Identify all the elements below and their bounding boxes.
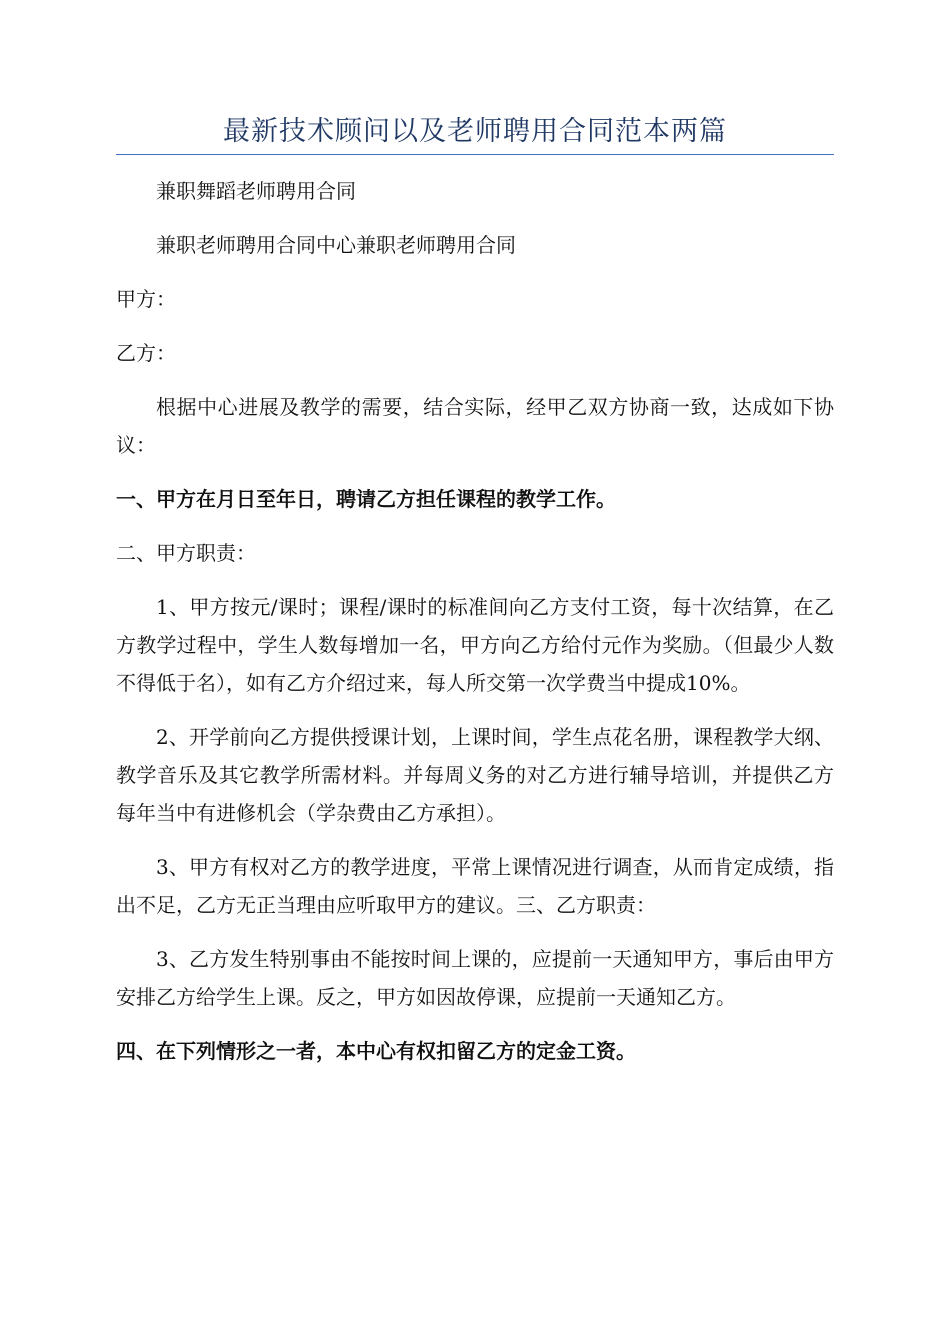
paragraph-subtitle-center: 兼职老师聘用合同中心兼职老师聘用合同 bbox=[156, 233, 516, 257]
paragraph-preamble: 根据中心进展及教学的需要，结合实际，经甲乙双方协商一致，达成如下协议： bbox=[116, 395, 834, 457]
paragraph-clause-1: 1、甲方按元/课时；课程/课时的标准间向乙方支付工资，每十次结算，在乙方教学过程中，学生人数每增加一名，甲方向乙方给付元作为奖励。（但最少人数不得低于名），如有乙方介绍过来，每人所交第一次学费当中提成10%。 bbox=[116, 595, 834, 695]
paragraph-clause-3: 3、甲方有权对乙方的教学进度，平常上课情况进行调查，从而肯定成绩，指出不足，乙方无正当理由应听取甲方的建议。三、乙方职责： bbox=[116, 855, 834, 917]
paragraph-clause-2: 2、开学前向乙方提供授课计划，上课时间，学生点花名册，课程教学大纲、教学音乐及其它教学所需材料。并每周义务的对乙方进行辅导培训，并提供乙方每年当中有进修机会（学杂费由乙方承担）。 bbox=[116, 725, 834, 825]
document-title: 最新技术顾问以及老师聘用合同范本两篇 bbox=[223, 116, 727, 147]
title-underline bbox=[116, 154, 834, 155]
paragraph-party-b: 乙方： bbox=[116, 341, 176, 365]
heading-section-1: 一、甲方在月日至年日，聘请乙方担任课程的教学工作。 bbox=[116, 487, 616, 511]
paragraph-party-a: 甲方： bbox=[116, 287, 176, 311]
paragraph-clause-3b: 3、乙方发生特别事由不能按时间上课的，应提前一天通知甲方，事后由甲方安排乙方给学生上课。反之，甲方如因故停课，应提前一天通知乙方。 bbox=[116, 947, 834, 1009]
heading-section-4: 四、在下列情形之一者，本中心有权扣留乙方的定金工资。 bbox=[116, 1039, 636, 1063]
heading-section-2: 二、甲方职责： bbox=[116, 541, 256, 565]
paragraph-subtitle-dance: 兼职舞蹈老师聘用合同 bbox=[156, 179, 356, 203]
document-body bbox=[116, 172, 834, 1086]
